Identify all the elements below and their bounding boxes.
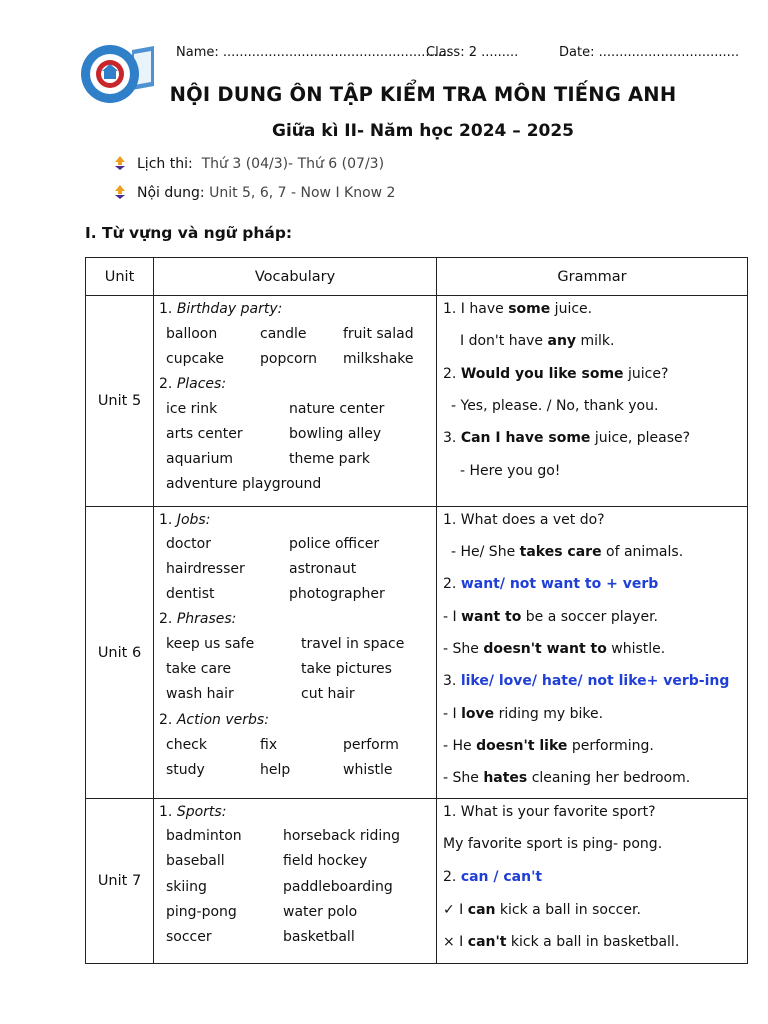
grammar-cell: [437, 296, 748, 507]
class-field-label: Class: 2 .........: [426, 45, 519, 60]
vocab-word: cupcake: [166, 351, 224, 367]
grammar-line: ✓ I can kick a ball in soccer.: [443, 902, 641, 918]
grammar-line: 3. Can I have some juice, please?: [443, 430, 691, 446]
vocab-word: astronaut: [289, 561, 357, 577]
grammar-line: × I can't kick a ball in basketball.: [443, 934, 680, 950]
grammar-line: 2. want/ not want to + verb: [443, 576, 659, 592]
vocab-heading: 1. Sports:: [159, 804, 227, 820]
vocab-word: ice rink: [166, 401, 218, 417]
content-line: [113, 185, 395, 201]
vocab-word: field hockey: [283, 853, 368, 869]
bullet-arrow-icon: [113, 156, 127, 170]
vocab-word: adventure playground: [166, 476, 322, 492]
grammar-line: My favorite sport is ping- pong.: [443, 836, 663, 852]
grammar-line: - She hates cleaning her bedroom.: [443, 770, 691, 786]
grammar-cell: [437, 507, 748, 799]
table-row: [86, 799, 748, 964]
bullet-arrow-icon: [113, 185, 127, 199]
vocab-word: fruit salad: [343, 326, 414, 342]
grammar-line: 1. What does a vet do?: [443, 512, 605, 528]
vocab-word: paddleboarding: [283, 879, 393, 895]
grammar-cell: [437, 799, 748, 964]
vocab-word: water polo: [283, 904, 358, 920]
grammar-line: - I love riding my bike.: [443, 706, 604, 722]
section-title: I. Từ vựng và ngữ pháp:: [85, 224, 293, 242]
vocabulary-cell: [154, 799, 437, 964]
header-vocabulary: Vocabulary: [154, 258, 437, 296]
vocab-word: doctor: [166, 536, 211, 552]
unit-cell: Unit 7: [86, 799, 154, 964]
date-field-label: Date: ..................................: [559, 45, 740, 60]
vocab-word: theme park: [289, 451, 371, 467]
grammar-line: 1. What is your favorite sport?: [443, 804, 656, 820]
vocab-word: help: [260, 762, 291, 778]
vocab-word: travel in space: [301, 636, 405, 652]
grammar-line: 2. can / can't: [443, 869, 543, 885]
vocab-word: keep us safe: [166, 636, 255, 652]
vocab-word: fix: [260, 737, 278, 753]
vocab-word: perform: [343, 737, 399, 753]
vocab-word: whistle: [343, 762, 393, 778]
vocabulary-cell: [154, 507, 437, 799]
vocab-word: popcorn: [260, 351, 317, 367]
vocab-word: candle: [260, 326, 307, 342]
vocab-heading: 2. Places:: [159, 376, 227, 392]
review-table: [85, 257, 748, 964]
vocab-word: check: [166, 737, 207, 753]
vocab-word: police officer: [289, 536, 380, 552]
vocab-word: nature center: [289, 401, 385, 417]
vocab-word: take pictures: [301, 661, 392, 677]
grammar-line: 3. like/ love/ hate/ not like+ verb-ing: [443, 673, 730, 689]
schedule-value: Thứ 3 (04/3)- Thứ 6 (07/3): [201, 156, 385, 172]
vocab-word: cut hair: [301, 686, 355, 702]
document-subtitle: Giữa kì II- Năm học 2024 – 2025: [271, 121, 575, 141]
vocab-word: basketball: [283, 929, 355, 945]
header-unit: Unit: [86, 258, 154, 296]
vocab-word: soccer: [166, 929, 212, 945]
vocab-heading: 1. Birthday party:: [159, 301, 283, 317]
vocab-word: skiing: [166, 879, 207, 895]
vocab-word: horseback riding: [283, 828, 401, 844]
grammar-line: 2. Would you like some juice?: [443, 366, 669, 382]
table-row: [86, 296, 748, 507]
grammar-line: - He doesn't like performing.: [443, 738, 654, 754]
vocab-word: photographer: [289, 586, 385, 602]
vocab-word: hairdresser: [166, 561, 245, 577]
content-value: Unit 5, 6, 7 - Now I Know 2: [209, 185, 396, 201]
vocab-word: bowling alley: [289, 426, 382, 442]
vocab-heading: 2. Phrases:: [159, 611, 237, 627]
grammar-line: - Yes, please. / No, thank you.: [451, 398, 659, 414]
vocab-heading: 1. Jobs:: [159, 512, 211, 528]
grammar-line: 1. I have some juice.: [443, 301, 593, 317]
vocab-word: wash hair: [166, 686, 234, 702]
vocab-word: aquarium: [166, 451, 234, 467]
vocab-word: balloon: [166, 326, 218, 342]
schedule-label: Lịch thi:: [137, 156, 193, 172]
vocab-word: baseball: [166, 853, 225, 869]
grammar-line: - She doesn't want to whistle.: [443, 641, 666, 657]
vocab-word: take care: [166, 661, 232, 677]
content-label: Nội dung:: [137, 185, 205, 201]
table-header-row: [86, 258, 748, 296]
header-grammar: Grammar: [437, 258, 748, 296]
vocab-word: arts center: [166, 426, 243, 442]
grammar-line: I don't have any milk.: [460, 333, 615, 349]
vocab-heading: 2. Action verbs:: [159, 712, 269, 728]
unit-cell: Unit 6: [86, 507, 154, 799]
vocab-word: milkshake: [343, 351, 414, 367]
table-row: [86, 507, 748, 799]
document-title: NỘI DUNG ÔN TẬP KIỂM TRA MÔN TIẾNG ANH: [169, 83, 677, 106]
vocab-word: badminton: [166, 828, 242, 844]
unit-cell: Unit 5: [86, 296, 154, 507]
schedule-line: [113, 156, 384, 172]
vocab-word: dentist: [166, 586, 215, 602]
grammar-line: - I want to be a soccer player.: [443, 609, 659, 625]
vocabulary-cell: [154, 296, 437, 507]
grammar-line: - Here you go!: [460, 463, 561, 479]
vocab-word: ping-pong: [166, 904, 237, 920]
grammar-line: - He/ She takes care of animals.: [451, 544, 684, 560]
vocab-word: study: [166, 762, 205, 778]
name-field-label: Name: .......................................................: [176, 45, 451, 60]
